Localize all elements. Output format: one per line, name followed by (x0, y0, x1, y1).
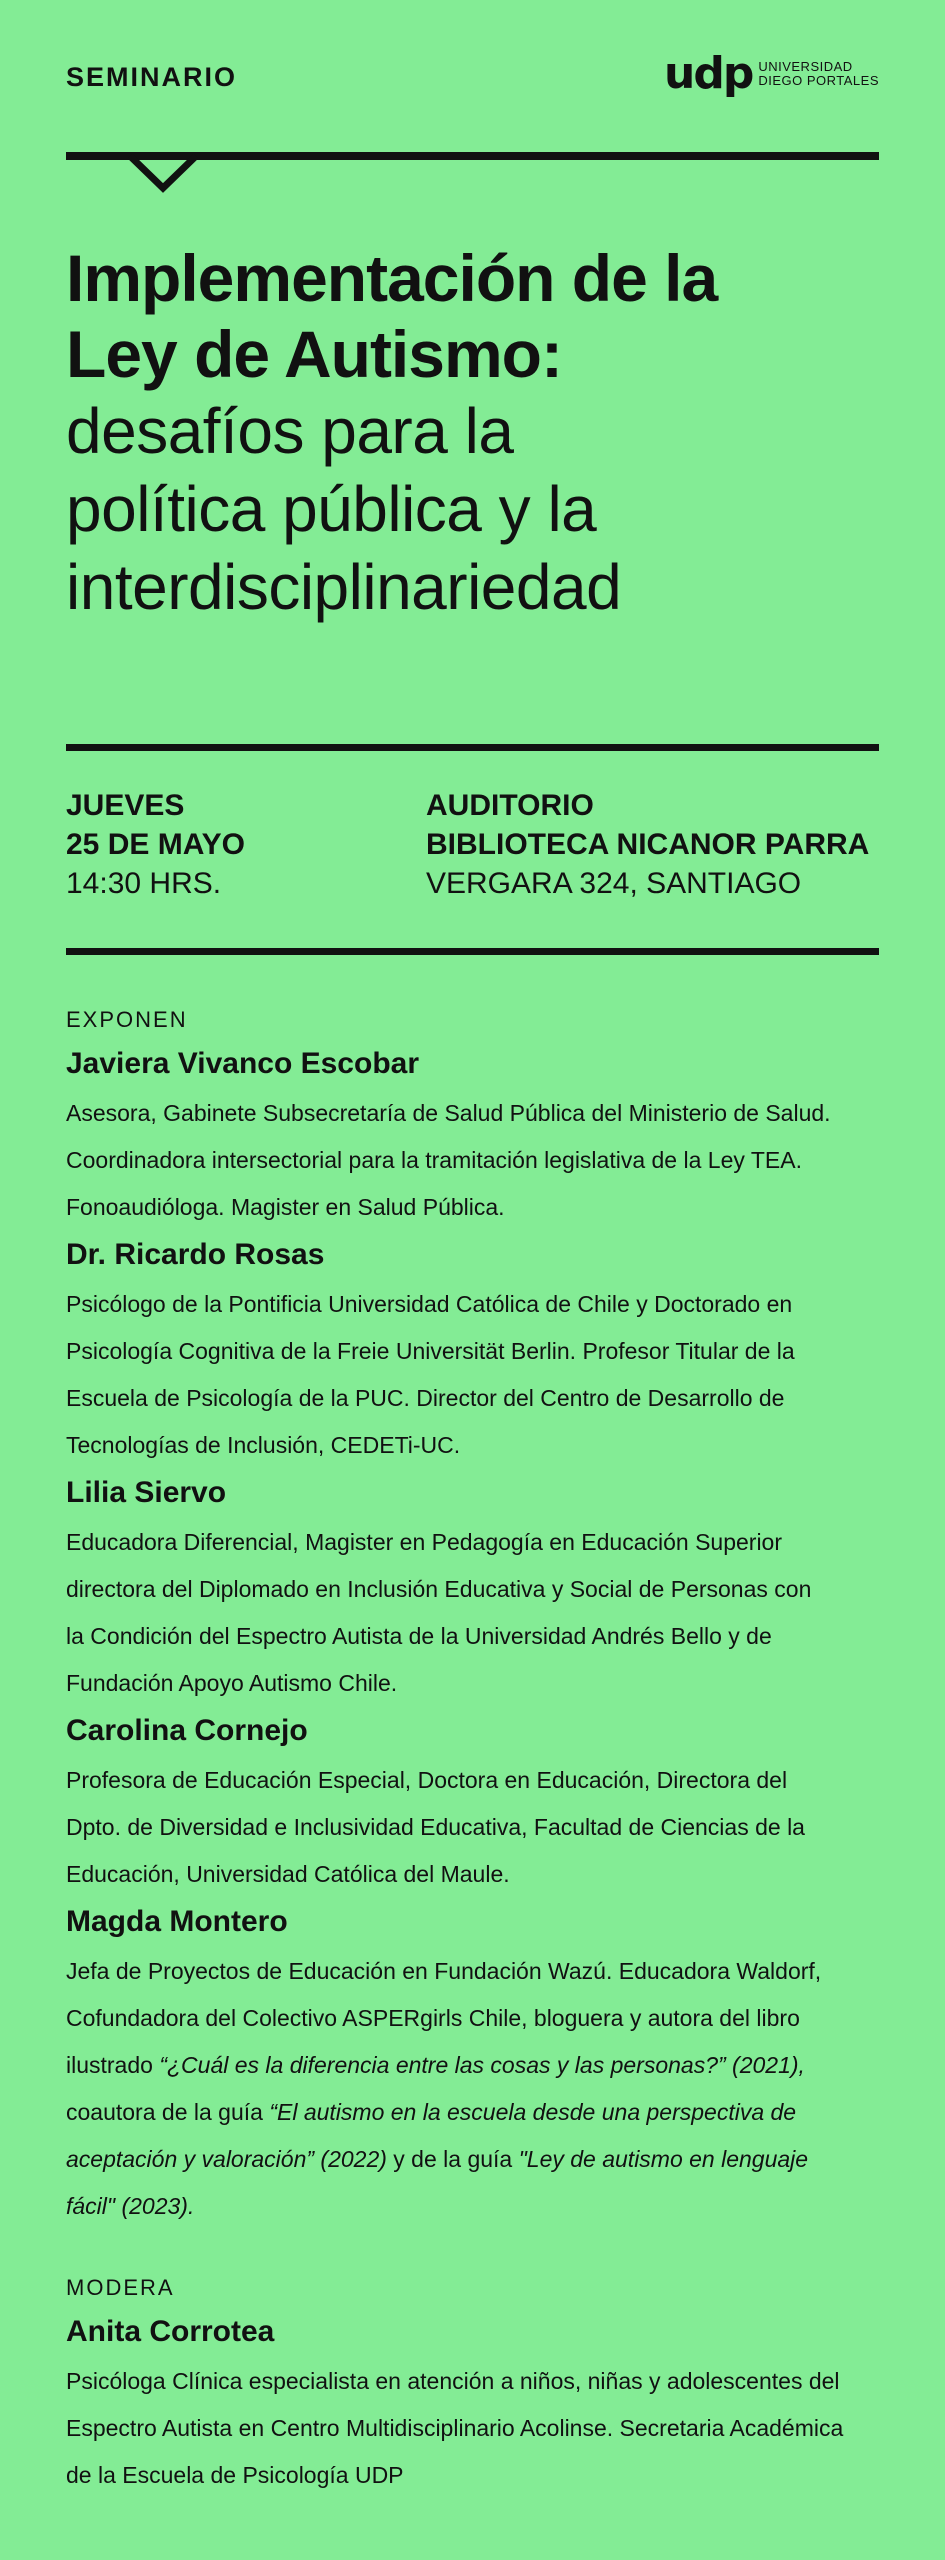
speaker-bio: Profesora de Educación Especial, Doctora en Educación, Directora del Dpto. de Diversidad e Inclusividad Educativa, Facultad de Ciencias de la Educación, Universidad Católica del Maule. (66, 1767, 805, 1887)
moderator-name: Anita Corrotea (66, 2315, 275, 2348)
speaker (66, 1473, 896, 1707)
venue-line: BIBLIOTECA NICANOR PARRA (426, 828, 870, 861)
title-line: Implementación de la (66, 241, 718, 315)
subtitle-line: desafíos para la (66, 395, 514, 467)
speaker (66, 1902, 896, 2230)
subtitle-line: política pública y la (66, 473, 597, 545)
udp-logo (664, 48, 879, 99)
title-line: Ley de Autismo: (66, 317, 562, 391)
speaker-name: Dr. Ricardo Rosas (66, 1238, 325, 1271)
speaker-bio: Asesora, Gabinete Subsecretaría de Salud Pública del Ministerio de Salud. Coordinadora intersectorial para la tramitación legislativa de la Ley TEA. Fonoaudióloga. Magister en Salud Pública. (66, 1100, 831, 1220)
section-label: MODERA (66, 2275, 175, 2300)
event-day: JUEVES (66, 789, 185, 822)
page-title (66, 240, 886, 626)
speaker-name: Magda Montero (66, 1905, 288, 1938)
venue-address: VERGARA 324, SANTIAGO (426, 867, 802, 900)
speaker-bio: Jefa de Proyectos de Educación en Fundación Wazú. Educadora Waldorf, Cofundadora del Colectivo ASPERgirls Chile, bloguera y autora del libro ilustrado “¿Cuál es la diferencia entre las cosas y las personas?” (2021), coautora de la guía “El autismo en la escuela desde una perspectiva de aceptación y valoración” (2022) y de la guía "Ley de autismo en lenguaje fácil" (2023). (66, 1958, 822, 2219)
speaker-name: Lilia Siervo (66, 1476, 227, 1509)
section-label: EXPONEN (66, 1007, 188, 1032)
speaker-bio: Educadora Diferencial, Magister en Pedagogía en Educación Superior directora del Diplomado en Inclusión Educativa y Social de Personas con la Condición del Espectro Autista de la Universidad Andrés Bello y de Fundación Apoyo Autismo Chile. (66, 1529, 812, 1696)
moderator-bio: Psicóloga Clínica especialista en atención a niños, niñas y adolescentes del Espectro Autista en Centro Multidisciplinario Acolinse. Secretaria Académica de la Escuela de Psicología UDP (66, 2368, 844, 2488)
speaker (66, 1044, 896, 1231)
speaker (66, 1235, 896, 1469)
speaker-name: Carolina Cornejo (66, 1714, 308, 1747)
subtitle-line: interdisciplinariedad (66, 551, 622, 623)
event-date: 25 DE MAYO (66, 828, 245, 861)
event-datetime (66, 786, 245, 903)
divider (66, 744, 879, 751)
event-type-label: SEMINARIO (66, 62, 238, 92)
logo-mark: udp (664, 48, 753, 99)
venue-line: AUDITORIO (426, 789, 594, 822)
speaker (66, 1711, 896, 1898)
event-location (426, 786, 869, 903)
speaker-name: Javiera Vivanco Escobar (66, 1047, 419, 1080)
divider (66, 948, 879, 955)
header (66, 40, 879, 100)
speaker-bio: Psicólogo de la Pontificia Universidad Católica de Chile y Doctorado en Psicología Cognitiva de la Freie Universität Berlin. Profesor Titular de la Escuela de Psicología de la PUC. Director del Centro de Desarrollo de Tecnologías de Inclusión, CEDETi-UC. (66, 1291, 795, 1458)
logo-text: UNIVERSIDAD DIEGO PORTALES (758, 59, 879, 88)
event-time: 14:30 HRS. (66, 867, 222, 900)
speakers-section (66, 1000, 896, 2499)
moderator (66, 2312, 896, 2499)
chevron-notch-icon (128, 154, 198, 194)
